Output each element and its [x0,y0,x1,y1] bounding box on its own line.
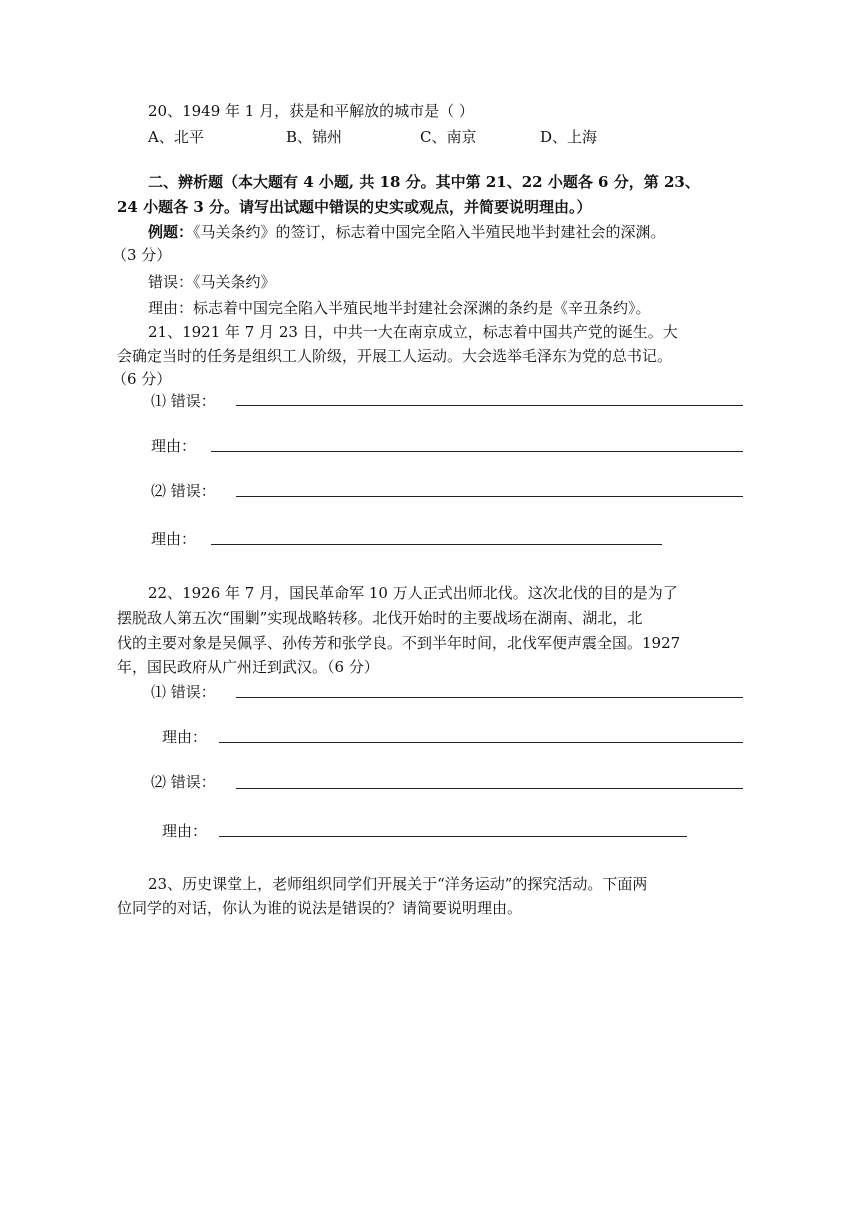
q21-error2-answer-line[interactable] [236,496,743,497]
q22-line4: 年，国民政府从广州迁到武汉。（6 分） [117,658,379,676]
q21-reason1-answer-line[interactable] [211,451,743,452]
example-line1 [148,222,666,242]
q22-reason2-answer-line[interactable] [219,836,687,837]
example-reason: 理由：标志着中国完全陷入半殖民地半封建社会深渊的条约是《辛丑条约》。 [148,299,651,317]
q22-error1-answer-line[interactable] [236,697,743,698]
q21-error1-label: ⑴ 错误： [151,392,216,410]
q21-line3: （6 分） [112,370,172,388]
example-label: 例题： [148,223,194,241]
q21-error2-label: ⑵ 错误： [151,482,216,500]
q22-line2: 摆脱敌人第五次“围剿”实现战略转移。北伐开始时的主要战场在湖南、湖北，北 [117,609,643,627]
q23-line2: 位同学的对话，你认为谁的说法是错误的？请简要说明理由。 [117,899,523,917]
q21-line2: 会确定当时的任务是组织工人阶级，开展工人运动。大会选举毛泽东为党的总书记。 [117,347,673,365]
q20-text: 20、1949 年 1 月，获是和平解放的城市是（ ） [148,102,474,120]
q22-error2-label: ⑵ 错误： [151,773,216,791]
q22-reason1-answer-line[interactable] [219,742,743,743]
example-line2: （3 分） [112,246,172,264]
q21-error1-answer-line[interactable] [236,405,743,406]
q22-line1: 22、1926 年 7 月，国民革命军 10 万人正式出师北伐。这次北伐的目的是为了 [148,584,678,602]
q22-error2-answer-line[interactable] [236,788,743,789]
q21-reason1-label: 理由： [151,437,197,455]
q22-reason1-label: 理由： [162,728,208,746]
q21-reason2-label: 理由： [151,530,197,548]
q22-reason2-label: 理由： [162,822,208,840]
q21-reason2-answer-line[interactable] [211,544,662,545]
q20-option-b: B、锦州 [286,128,343,146]
q20-option-d: D、上海 [540,128,598,146]
q20-option-c: C、南京 [420,128,477,146]
q22-error1-label: ⑴ 错误： [151,683,216,701]
q20-option-a: A、北平 [148,128,204,146]
example-error: 错误：《马关条约》 [148,273,276,291]
q23-line1: 23、历史课堂上，老师组织同学们开展关于“洋务运动”的探究活动。下面两 [148,875,648,893]
example-text: 《马关条约》的签订，标志着中国完全陷入半殖民地半封建社会的深渊。 [193,223,666,241]
q21-line1: 21、1921 年 7 月 23 日，中共一大在南京成立，标志着中国共产党的诞生。大 [148,323,678,341]
section2-header-line1: 二、辨析题（本大题有 4 小题, 共 18 分。其中第 21、22 小题各 6 分，第 23、 [148,173,700,191]
q22-line3: 伐的主要对象是吴佩孚、孙传芳和张学良。不到半年时间，北伐军便声震全国。1927 [117,634,681,652]
section2-header-line2: 24 小题各 3 分。请写出试题中错误的史实或观点，并简要说明理由。） [117,198,592,216]
